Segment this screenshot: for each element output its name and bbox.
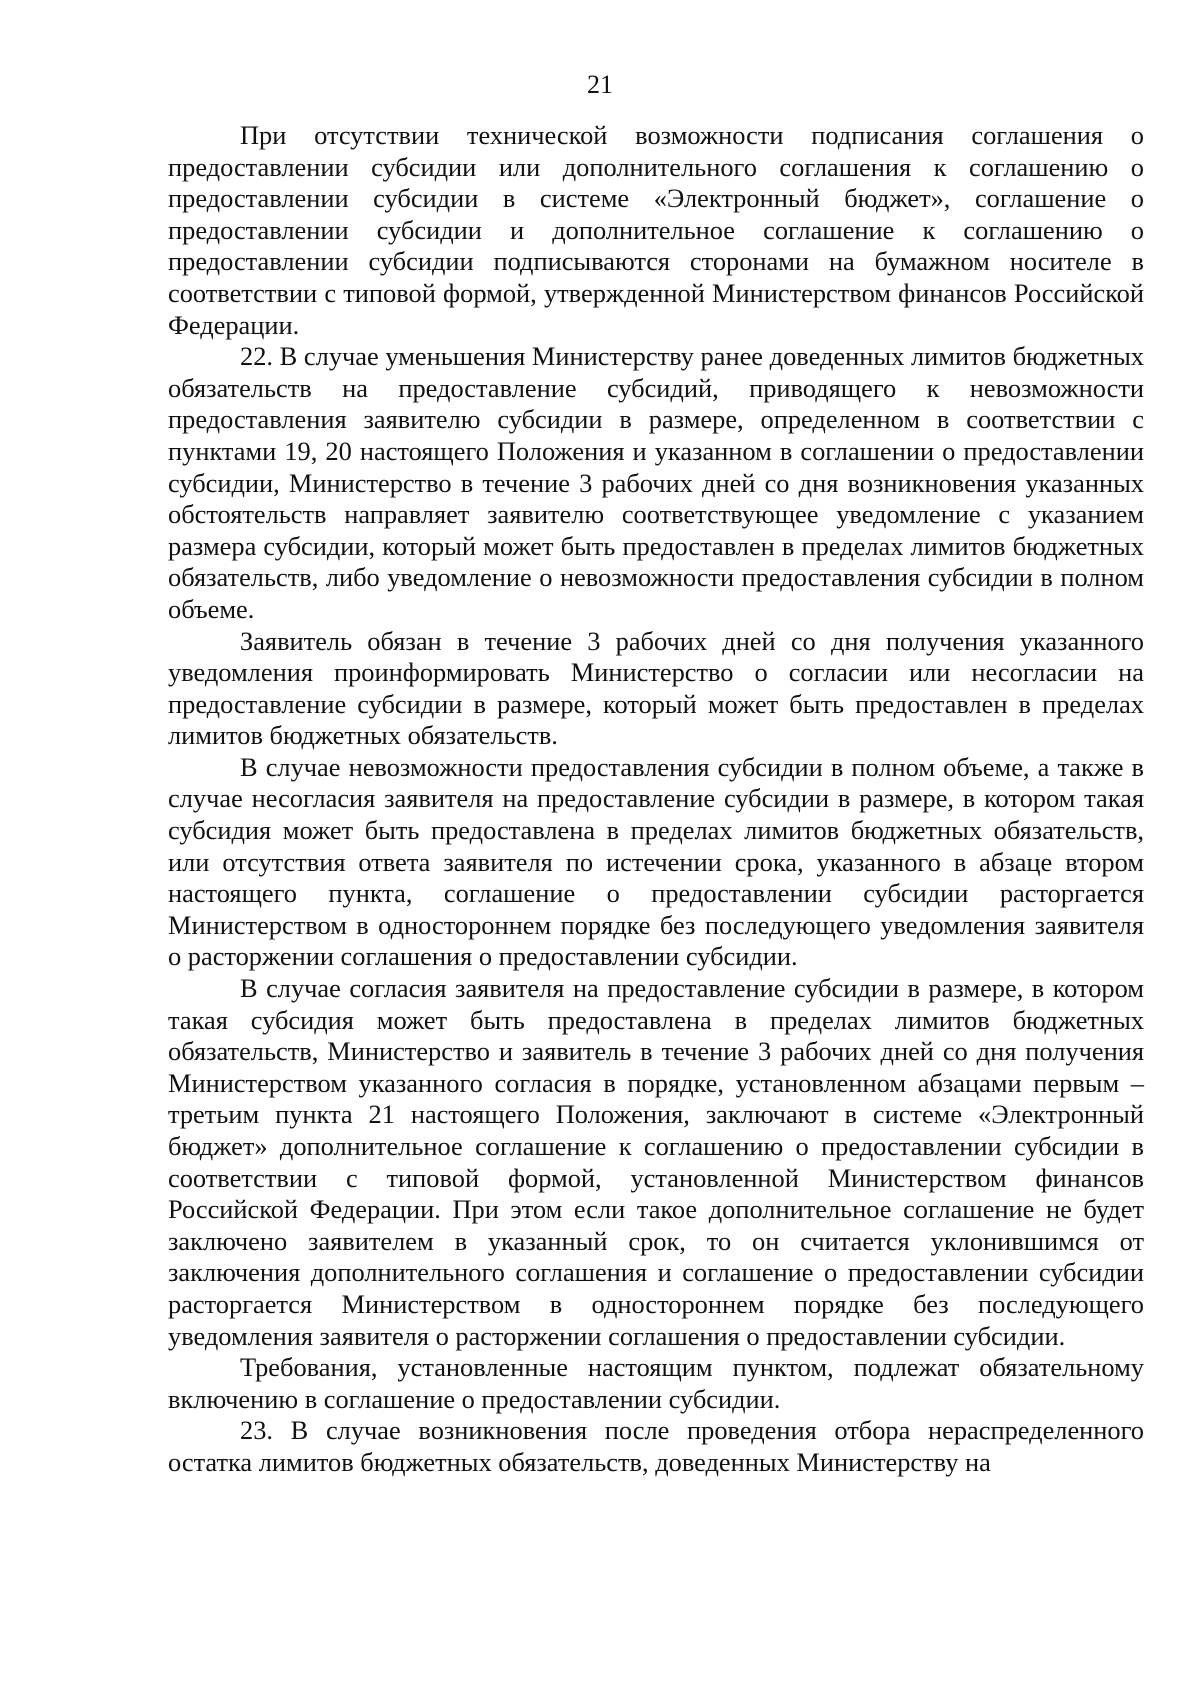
paragraph-applicant-obligation: Заявитель обязан в течение 3 рабочих дней со дня получения указанного уведомления проинформировать Министерство о согласии или несогласии на предоставление субсидии в размере, который может быть предоставлен в пределах лимитов бюджетных обязательств. xyxy=(168,625,1144,751)
paragraph-item-23: 23. В случае возникновения после проведения отбора нераспределенного остатка лимитов бюджетных обязательств, доведенных Министерству на xyxy=(168,1415,1144,1477)
paragraph-agreement-termination: В случае невозможности предоставления субсидии в полном объеме, а также в случае несогласия заявителя на предоставление субсидии в размере, в котором такая субсидия может быть предоставлена в пределах лимитов бюджетных обязательств, или отсутствия ответа заявителя по истечении срока, указанного в абзаце втором настоящего пункта, соглашение о предоставлении субсидии расторгается Министерством в одностороннем порядке без последующего уведомления заявителя о расторжении соглашения о предоставлении субсидии. xyxy=(168,751,1144,972)
page-number: 21 xyxy=(587,70,613,99)
document-body xyxy=(168,120,1144,1479)
paragraph-requirements: Требования, установленные настоящим пунктом, подлежат обязательному включению в соглашение о предоставлении субсидии. xyxy=(168,1352,1144,1414)
paragraph-applicant-consent: В случае согласия заявителя на предоставление субсидии в размере, в котором такая субсидия может быть предоставлена в пределах лимитов бюджетных обязательств, Министерство и заявитель в течение 3 рабочих дней со дня получения Министерством указанного согласия в порядке, установленном абзацами первым – третьим пункта 21 настоящего Положения, заключают в системе «Электронный бюджет» дополнительное соглашение к соглашению о предоставлении субсидии в соответствии с типовой формой, установленной Министерством финансов Российской Федерации. При этом если такое дополнительное соглашение не будет заключено заявителем в указанный срок, то он считается уклонившимся от заключения дополнительного соглашения и соглашение о предоставлении субсидии расторгается Министерством в одностороннем порядке без последующего уведомления заявителя о расторжении соглашения о предоставлении субсидии. xyxy=(168,973,1144,1351)
paragraph-item-22: 22. В случае уменьшения Министерству ранее доведенных лимитов бюджетных обязательств на предоставление субсидий, приводящего к невозможности предоставления заявителю субсидии в размере, определенном в соответствии с пунктами 19, 20 настоящего Положения и указанном в соглашении о предоставлении субсидии, Министерство в течение 3 рабочих дней со дня возникновения указанных обстоятельств направляет заявителю соответствующее уведомление с указанием размера субсидии, который может быть предоставлен в пределах лимитов бюджетных обязательств, либо уведомление о невозможности предоставления субсидии в полном объеме. xyxy=(168,341,1144,624)
paragraph-signing-paper: При отсутствии технической возможности подписания соглашения о предоставлении субсидии или дополнительного соглашения к соглашению о предоставлении субсидии в системе «Электронный бюджет», соглашение о предоставлении субсидии и дополнительное соглашение к соглашению о предоставлении субсидии подписываются сторонами на бумажном носителе в соответствии с типовой формой, утвержденной Министерством финансов Российской Федерации. xyxy=(168,120,1144,340)
